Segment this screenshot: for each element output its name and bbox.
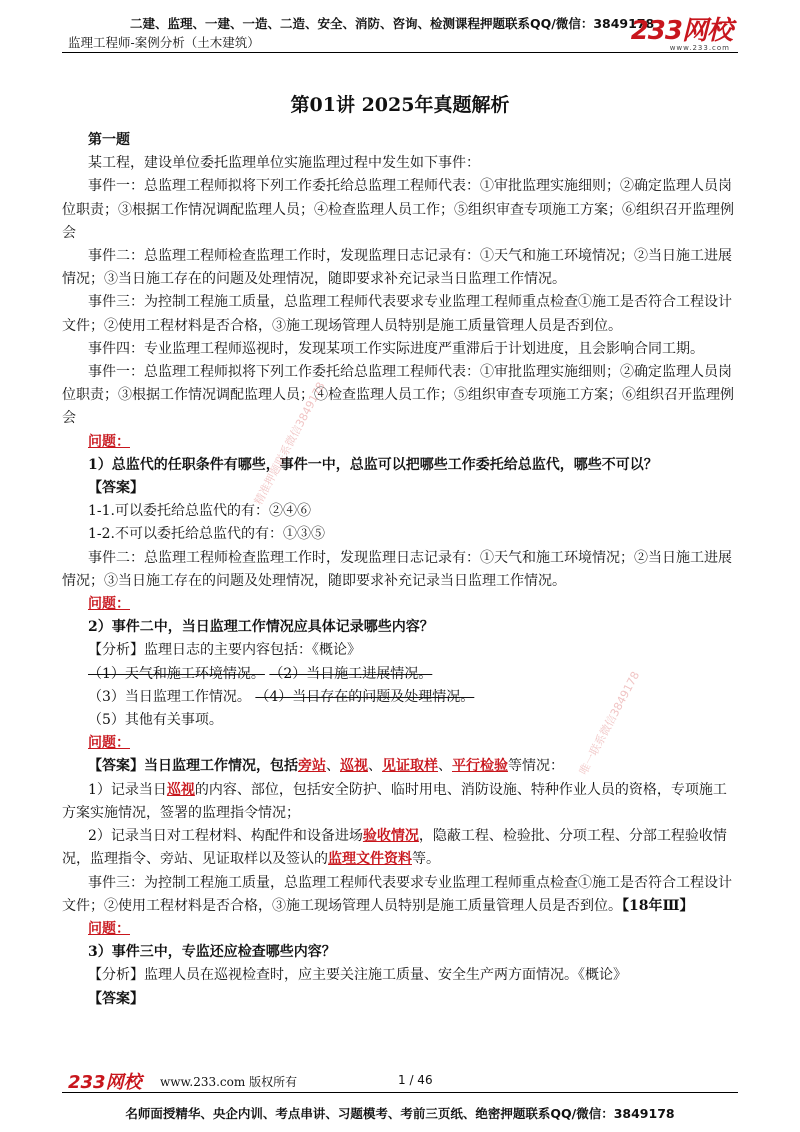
answer-1-1: 1-1.可以委托给总监代的有：②④⑥ bbox=[88, 503, 311, 520]
question-label: 问题： bbox=[88, 596, 130, 613]
exam-year-tag: 【18年Ⅲ】 bbox=[622, 897, 694, 914]
question-label: 问题： bbox=[88, 920, 130, 937]
question-1-text: 1）总监代的任职条件有哪些，事件一中，总监可以把哪些工作委托给总监代，哪些不可以？ bbox=[88, 456, 658, 473]
question-2-text: 2）事件二中，当日监理工作情况应具体记录哪些内容？ bbox=[88, 619, 434, 636]
question-label: 问题： bbox=[88, 735, 130, 752]
header-promo-line: 二建、监理、一建、一造、二造、安全、消防、咨询、检测课程押题联系QQ/微信：3849178 bbox=[130, 16, 655, 31]
event-1-paragraph: 事件一：总监理工程师拟将下列工作委托给总监理工程师代表：①审批监理实施细则；②确定监理人员岗位职责；③根据工作情况调配监理人员；④检查监理人员工作；⑤组织审查专项施工方案；⑥组织召开监理例会 bbox=[62, 178, 734, 241]
log-item-3: （3）当日监理工作情况。 bbox=[88, 688, 251, 705]
keyword-xunshi-2: 巡视 bbox=[166, 781, 195, 798]
log-item-1: （1）天气和施工环境情况。 bbox=[88, 665, 265, 682]
separator: 、 bbox=[438, 758, 452, 775]
answer-2-2-a: 2）记录当日对工程材料、构配件和设备进场 bbox=[88, 828, 363, 845]
event-2-repeat-paragraph: 事件二：总监理工程师检查监理工作时，发现监理日志记录有：①天气和施工环境情况；②当日施工进展情况；③当日施工存在的问题及处理情况，随即要求补充记录当日监理工作情况。 bbox=[62, 549, 732, 589]
answer-2-point-2 bbox=[62, 825, 738, 871]
page-title: 第01讲 2025年真题解析 bbox=[290, 94, 510, 116]
answer-2-suffix: 等情况： bbox=[508, 758, 564, 775]
footer-promo-line: 名师面授精华、央企内训、考点串讲、习题模考、考前三页纸、绝密押题联系QQ/微信：3849178 bbox=[125, 1106, 675, 1121]
keyword-wenjian: 监理文件资料 bbox=[328, 851, 412, 868]
footer-divider bbox=[62, 1092, 738, 1093]
analysis-3: 【分析】监理人员在巡视检查时，应主要关注施工质量、安全生产两方面情况。《概论》 bbox=[88, 967, 627, 984]
question-3-text: 3）事件三中，专监还应检查哪些内容？ bbox=[88, 944, 336, 961]
analysis-2: 【分析】监理日志的主要内容包括：《概论》 bbox=[88, 642, 361, 659]
brand-logo: 233网校 bbox=[630, 16, 732, 46]
answer-2-1-b: 的内容、部位，包括安全防护、临时用电、消防设施、特种作业人员的资格，专项施工方案实施情况，签署的监理指令情况； bbox=[62, 781, 727, 821]
event-4-paragraph: 事件四：专业监理工程师巡视时，发现某项工作实际进度严重滞后于计划进度，且会影响合同工期。 bbox=[88, 340, 704, 357]
keyword-xunshi: 巡视 bbox=[340, 758, 368, 775]
event-3-paragraph: 事件三：为控制工程施工质量，总监理工程师代表要求专业监理工程师重点检查①施工是否符合工程设计文件；②使用工程材料是否合格，③施工现场管理人员特别是施工质量管理人员是否到位。 bbox=[62, 294, 732, 334]
answer-1-2: 1-2.不可以委托给总监代的有：①③⑤ bbox=[88, 526, 325, 543]
event-1-repeat-paragraph: 事件一：总监理工程师拟将下列工作委托给总监理工程师代表：①审批监理实施细则；②确定监理人员岗位职责；③根据工作情况调配监理人员；④检查监理人员工作；⑤组织审查专项施工方案；⑥组织召开监理例会 bbox=[62, 364, 734, 427]
log-item-2: （2）当日施工进展情况。 bbox=[269, 665, 433, 682]
footer-copyright: www.233.com 版权所有 bbox=[160, 1075, 298, 1089]
answer-2-prefix: 【答案】当日监理工作情况，包括 bbox=[88, 758, 298, 775]
event-3-repeat-text: 事件三：为控制工程施工质量，总监理工程师代表要求专业监理工程师重点检查①施工是否符合工程设计文件；②使用工程材料是否合格，③施工现场管理人员特别是施工质量管理人员是否到位。 bbox=[62, 874, 732, 914]
keyword-pangzhan: 旁站 bbox=[298, 758, 326, 775]
answer-2-point-1 bbox=[62, 779, 738, 825]
page-number: 1 / 46 bbox=[398, 1073, 433, 1087]
log-items-row-2 bbox=[88, 686, 738, 709]
event-2-paragraph: 事件二：总监理工程师检查监理工作时，发现监理日志记录有：①天气和施工环境情况；②当日施工进展情况；③当日施工存在的问题及处理情况，随即要求补充记录当日监理工作情况。 bbox=[62, 248, 732, 288]
header-divider bbox=[62, 52, 738, 53]
keyword-jianzheng: 见证取样 bbox=[382, 758, 438, 775]
keyword-yanshou: 验收情况 bbox=[362, 828, 419, 845]
log-item-5: （5）其他有关事项。 bbox=[88, 712, 223, 729]
answer-2-1-a: 1）记录当日 bbox=[88, 781, 167, 798]
intro-paragraph: 某工程，建设单位委托监理单位实施监理过程中发生如下事件： bbox=[88, 155, 480, 172]
answer-2-summary bbox=[88, 755, 738, 778]
answer-2-2-b: ，隐蔽工程、检验批、分项工程、分部工程验收情况，监理指令、旁站、见证取样以及签认的 bbox=[62, 828, 727, 868]
question-heading: 第一题 bbox=[88, 132, 130, 148]
answer-label: 【答案】 bbox=[88, 990, 144, 1007]
brand-logo-url: www.233.com bbox=[669, 44, 730, 52]
header-course-subtitle: 监理工程师-案例分析（土木建筑） bbox=[68, 35, 260, 50]
question-label: 问题： bbox=[88, 433, 130, 450]
separator: 、 bbox=[326, 758, 340, 775]
answer-label: 【答案】 bbox=[88, 480, 144, 497]
event-3-repeat-paragraph bbox=[62, 872, 738, 918]
watermark: 唯一联系微信3849178 bbox=[576, 669, 643, 778]
log-item-4: （4）当日存在的问题及处理情况。 bbox=[255, 688, 475, 705]
keyword-pingxing: 平行检验 bbox=[452, 758, 508, 775]
answer-2-2-c: 等。 bbox=[412, 851, 440, 868]
footer-logo: 233网校 bbox=[68, 1072, 142, 1093]
separator: 、 bbox=[368, 758, 382, 775]
watermark: 精准押题联系微信3849178 bbox=[251, 379, 328, 508]
document-body bbox=[62, 129, 738, 1011]
